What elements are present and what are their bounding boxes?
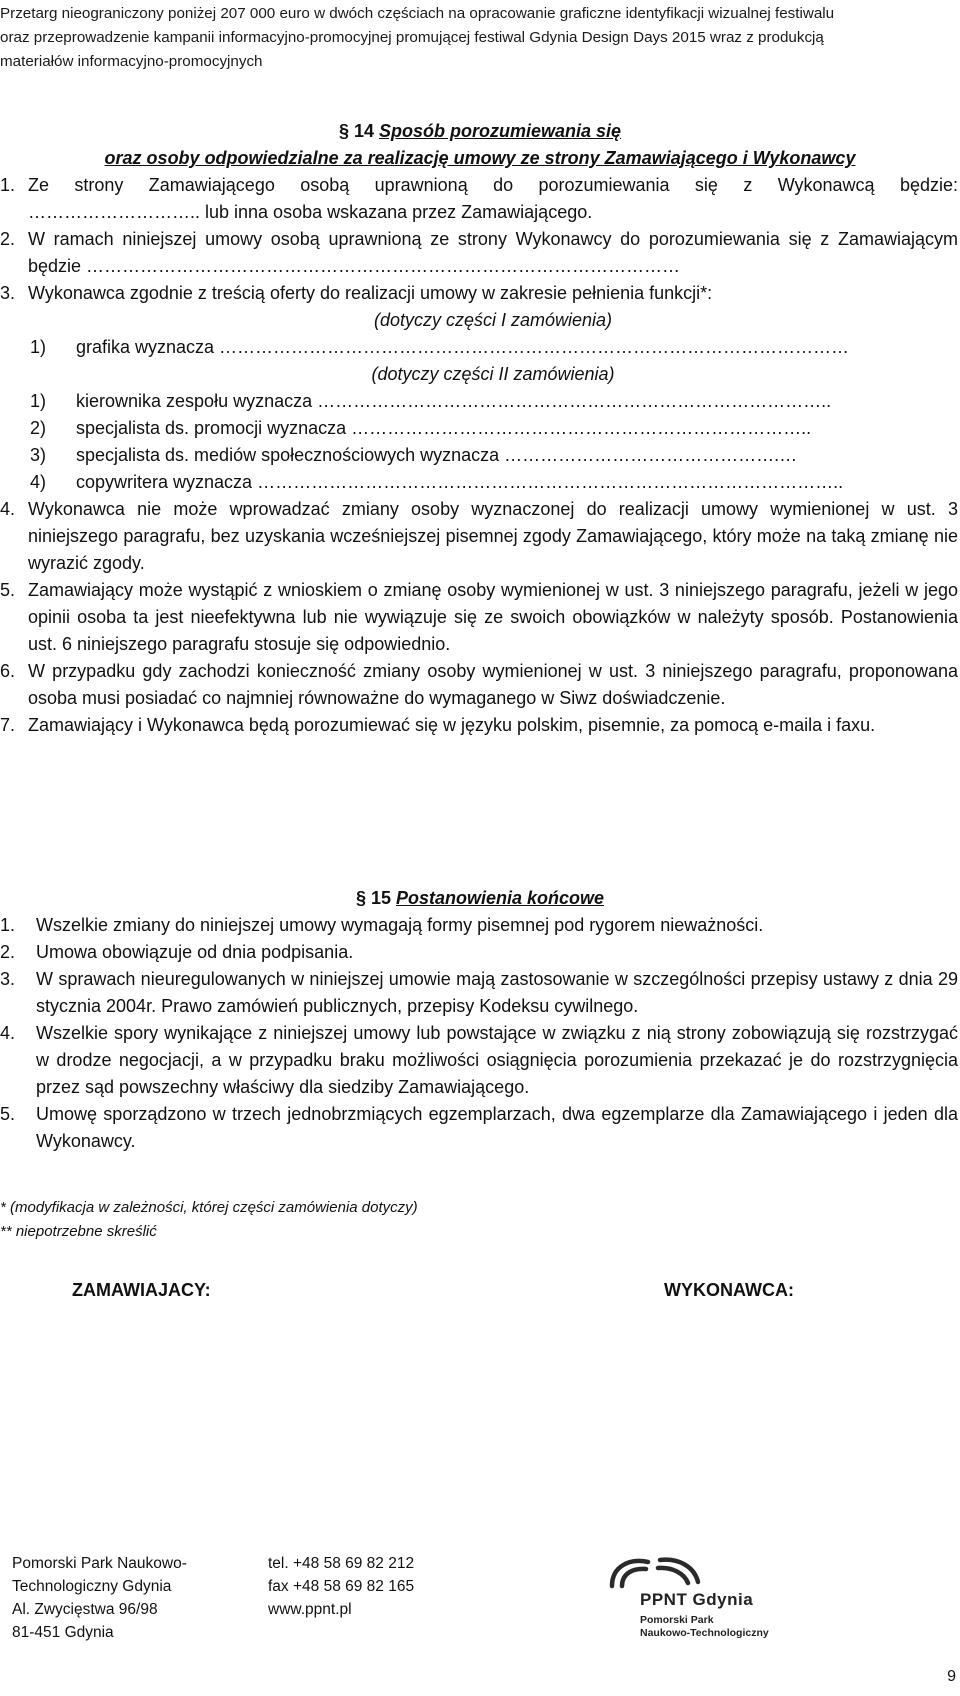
s15-item-num: 3. (0, 969, 16, 989)
logo-subtitle (640, 1614, 769, 1640)
s15-item-text: Umowę sporządzono w trzech jednobrzmiących egzemplarzach, dwa egzemplarze dla Zamawiającego i jeden dla Wykonawcy. (36, 1104, 958, 1151)
footer-address-line: Technologiczny Gdynia (12, 1578, 172, 1595)
part-2-item-text: copywritera wyznacza …………………………………………………………………………………….. (76, 472, 844, 492)
s15-item-text: Wszelkie spory wynikające z niniejszej umowy lub powstające w związku z nią strony zobowiązują się rozstrzygać w drodze negocjacji, a w przypadku braku możliwości osiągnięcia porozumienia przekazać je do rozstrzygnięcia przez sąd powszechny właściwy dla siedziby Zamawiającego. (36, 1023, 958, 1097)
part-2-item-text: kierownika zespołu wyznacza ………………………………………………………………………….. (76, 391, 832, 411)
s14-item-4-num: 4. (0, 499, 16, 519)
section-14-heading (0, 118, 960, 145)
s14-item-7 (0, 712, 958, 739)
header-line-3: materiałów informacyjno-promocyjnych (0, 53, 263, 70)
s15-item (0, 1101, 958, 1155)
s14-item-7-text: Zamawiający i Wykonawca będą porozumiewać się w języku polskim, pisemnie, za pomocą e-maila i faxu. (28, 715, 876, 735)
footnote-1: * (modyfikacja w zależności, której części zamówienia dotyczy) (0, 1199, 418, 1216)
s15-item-num: 1. (0, 915, 16, 935)
section-15-title: Postanowienia końcowe (396, 888, 605, 908)
part-1-item (0, 334, 958, 361)
s15-item-text: Wszelkie zmiany do niniejszej umowy wymagają formy pisemnej pod rygorem nieważności. (36, 915, 764, 935)
part-2-item-num: 3) (30, 445, 47, 465)
footer-address-line: Al. Zwycięstwa 96/98 (12, 1601, 158, 1618)
s15-item-num: 5. (0, 1104, 16, 1124)
part-2-item-num: 2) (30, 418, 47, 438)
part-2-item (0, 469, 958, 496)
s15-item-num: 4. (0, 1023, 16, 1043)
section-15-heading (0, 885, 960, 912)
s15-item (0, 939, 958, 966)
s15-item-text: Umowa obowiązuje od dnia podpisania. (36, 942, 354, 962)
signature-ordering-party: ZAMAWIAJACY: (72, 1280, 211, 1300)
footer-phone: tel. +48 58 69 82 212 (268, 1555, 415, 1572)
s14-item-5-num: 5. (0, 580, 16, 600)
footer-fax: fax +48 58 69 82 165 (268, 1578, 415, 1595)
footnotes (0, 1196, 418, 1244)
section-15-prefix: § 15 (355, 888, 396, 908)
s15-item-text: W sprawach nieuregulowanych w niniejszej umowie mają zastosowanie w szczególności przepisy ustawy z dnia 29 stycznia 2004r. Prawo zamówień publicznych, przepisy Kodeksu cywilnego. (36, 969, 958, 1016)
header-line-2: oraz przeprowadzenie kampanii informacyjno-promocyjnej promującej festiwal Gdynia Design Days 2015 wraz z produkcją (0, 29, 824, 46)
s14-item-5 (0, 577, 958, 658)
logo-subtitle-line: Naukowo-Technologiczny (640, 1627, 769, 1639)
part-2-item-num: 1) (30, 391, 47, 411)
document-header (0, 2, 958, 74)
s14-item-1-line1: Ze strony Zamawiającego osobą uprawnioną do porozumiewania się z Wykonawcą będzie: (28, 175, 958, 195)
section-14-body (0, 172, 958, 739)
s15-item-num: 2. (0, 942, 16, 962)
logo-name: PPNT Gdynia (640, 1590, 754, 1609)
s14-item-5-text: Zamawiający może wystąpić z wnioskiem o zmianę osoby wymienionej w ust. 3 niniejszego paragrafu, jeżeli w jego opinii osoba ta jest nieefektywna lub nie wywiązuje się ze swoich obowiązków w należyty sposób. Postanowienia ust. 6 niniejszego paragrafu stosuje się odpowiednio. (28, 580, 958, 654)
s14-item-2-num: 2. (0, 229, 16, 249)
footer-website: www.ppnt.pl (268, 1601, 352, 1618)
footer-address-line: Pomorski Park Naukowo- (12, 1555, 187, 1572)
footer-contact (268, 1552, 414, 1621)
s14-item-4 (0, 496, 958, 577)
page-number: 9 (947, 1668, 956, 1685)
part-2-item (0, 415, 958, 442)
part-2-item (0, 388, 958, 415)
section-14-title: Sposób porozumiewania się (379, 121, 622, 141)
s15-item (0, 1020, 958, 1101)
s14-item-1-num: 1. (0, 175, 16, 195)
s14-item-4-text: Wykonawca nie może wprowadzać zmiany osoby wyznaczonej do realizacji umowy wymienionej w ust. 3 niniejszego paragrafu, bez uzyskania wcześniejszej pisemnej zgody Zamawiającego, który może na taką zmianę nie wyrazić zgody. (28, 499, 958, 573)
logo-subtitle-line: Pomorski Park (640, 1614, 714, 1626)
footer-address-line: 81-451 Gdynia (12, 1624, 114, 1641)
part-1-item-num: 1) (30, 337, 47, 357)
section-15-body (0, 912, 958, 1155)
signature-contractor: WYKONAWCA: (664, 1280, 794, 1300)
part-2-item-text: specjalista ds. mediów społecznościowych wyznacza ……………………………………….… (76, 445, 798, 465)
s14-item-2 (0, 226, 958, 280)
part-2-label: (dotyczy części II zamówienia) (371, 364, 615, 384)
s14-item-3-text: Wykonawca zgodnie z treścią oferty do realizacji umowy w zakresie pełnienia funkcji*: (28, 283, 713, 303)
s14-item-7-num: 7. (0, 715, 16, 735)
s14-item-6-num: 6. (0, 661, 16, 681)
s14-item-2-text: W ramach niniejszej umowy osobą uprawnioną ze strony Wykonawcy do porozumiewania się z Zamawiającym będzie ……………………………………………………………………………………… (28, 229, 958, 276)
s14-item-1 (0, 172, 958, 199)
part-2-item-text: specjalista ds. promocji wyznacza ………………………………………………………………….. (76, 418, 812, 438)
section-14-subtitle-text: oraz osoby odpowiedzialne za realizację umowy ze strony Zamawiającego i Wykonawcy (104, 148, 856, 168)
s15-item (0, 912, 958, 939)
part-1-label: (dotyczy części I zamówienia) (373, 310, 613, 330)
s15-item (0, 966, 958, 1020)
footer-address (12, 1552, 187, 1644)
part-2-item-num: 4) (30, 472, 47, 492)
s14-item-3-num: 3. (0, 283, 16, 303)
s14-item-3 (0, 280, 958, 307)
s14-item-1-line2: ……………………….. lub inna osoba wskazana przez Zamawiającego. (28, 202, 593, 222)
section-14-prefix: § 14 (338, 121, 379, 141)
footnote-2: ** niepotrzebne skreślić (0, 1223, 157, 1240)
header-line-1: Przetarg nieograniczony poniżej 207 000 euro w dwóch częściach na opracowanie graficzne identyfikacji wizualnej festiwalu (0, 5, 835, 22)
s14-item-6 (0, 658, 958, 712)
s14-item-6-text: W przypadku gdy zachodzi konieczność zmiany osoby wymienionej w ust. 3 niniejszego paragrafu, proponowana osoba musi posiadać co najmniej równoważne do wymaganego w Siwz doświadczenie. (28, 661, 958, 708)
part-2-item (0, 442, 958, 469)
section-14-subtitle (0, 145, 960, 172)
part-1-item-text: grafika wyznacza …………………………………………………………………………………………… (76, 337, 850, 357)
